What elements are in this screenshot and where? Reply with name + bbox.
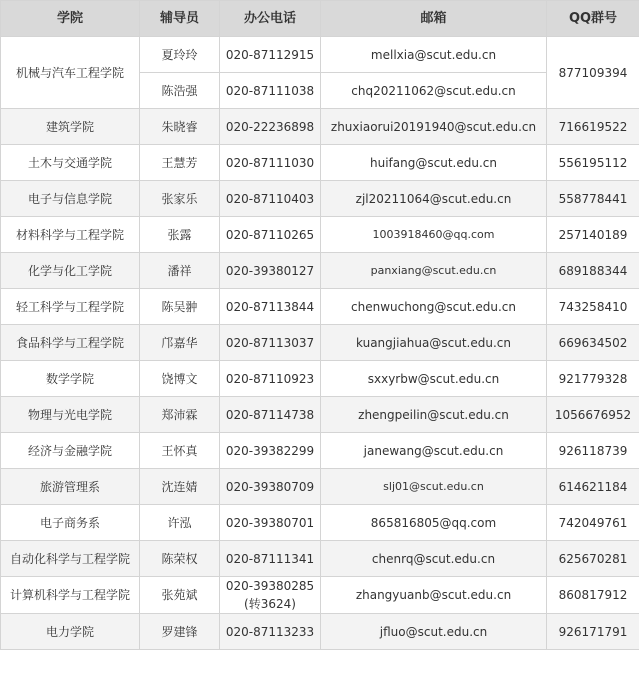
phone-cell: 020-87111341	[220, 541, 321, 577]
counselor-cell: 夏玲玲	[140, 37, 220, 73]
email-cell: zhengpeilin@scut.edu.cn	[321, 397, 547, 433]
counselor-cell: 朱晓睿	[140, 109, 220, 145]
college-cell: 旅游管理系	[1, 469, 140, 505]
email-cell: huifang@scut.edu.cn	[321, 145, 547, 181]
counselor-cell: 王怀真	[140, 433, 220, 469]
qq-group-cell: 743258410	[547, 289, 639, 325]
phone-cell: 020-87114738	[220, 397, 321, 433]
header-email: 邮箱	[321, 1, 547, 37]
college-cell: 经济与金融学院	[1, 433, 140, 469]
table-row	[1, 217, 639, 253]
phone-cell	[220, 577, 321, 614]
header-phone: 办公电话	[220, 1, 321, 37]
email-cell: 1003918460@qq.com	[321, 217, 547, 253]
email-cell: mellxia@scut.edu.cn	[321, 37, 547, 73]
email-cell: kuangjiahua@scut.edu.cn	[321, 325, 547, 361]
qq-group-cell: 257140189	[547, 217, 639, 253]
header-qq-group: QQ群号	[547, 1, 639, 37]
phone-cell: 020-39380709	[220, 469, 321, 505]
counselor-cell: 陈浩强	[140, 73, 220, 109]
qq-group-cell: 926171791	[547, 614, 639, 650]
qq-group-cell: 877109394	[547, 37, 639, 109]
college-cell: 土木与交通学院	[1, 145, 140, 181]
table-row	[1, 361, 639, 397]
email-cell: zhuxiaorui20191940@scut.edu.cn	[321, 109, 547, 145]
college-cell: 电子商务系	[1, 505, 140, 541]
phone-cell: 020-22236898	[220, 109, 321, 145]
college-cell: 材料科学与工程学院	[1, 217, 140, 253]
phone-extension: (转3624)	[244, 597, 296, 611]
header-counselor: 辅导员	[140, 1, 220, 37]
table-row	[1, 541, 639, 577]
table-row	[1, 469, 639, 505]
counselor-cell: 邝嘉华	[140, 325, 220, 361]
phone-cell: 020-87110403	[220, 181, 321, 217]
college-cell: 数学学院	[1, 361, 140, 397]
counselor-cell: 陈吴翀	[140, 289, 220, 325]
counselor-cell: 王慧芳	[140, 145, 220, 181]
qq-group-cell: 558778441	[547, 181, 639, 217]
phone-cell: 020-87113037	[220, 325, 321, 361]
qq-group-cell: 921779328	[547, 361, 639, 397]
table-row	[1, 614, 639, 650]
counselor-cell: 陈荣权	[140, 541, 220, 577]
phone-cell: 020-87112915	[220, 37, 321, 73]
email-cell: janewang@scut.edu.cn	[321, 433, 547, 469]
table-row	[1, 397, 639, 433]
table-row	[1, 37, 639, 73]
email-cell: chq20211062@scut.edu.cn	[321, 73, 547, 109]
counselor-cell: 张家乐	[140, 181, 220, 217]
counselor-cell: 许泓	[140, 505, 220, 541]
college-cell: 化学与化工学院	[1, 253, 140, 289]
phone-cell: 020-39382299	[220, 433, 321, 469]
qq-group-cell: 716619522	[547, 109, 639, 145]
counselor-cell: 张露	[140, 217, 220, 253]
email-cell: chenwuchong@scut.edu.cn	[321, 289, 547, 325]
college-cell: 物理与光电学院	[1, 397, 140, 433]
qq-group-cell: 689188344	[547, 253, 639, 289]
table-row	[1, 289, 639, 325]
email-cell: 865816805@qq.com	[321, 505, 547, 541]
table-row	[1, 145, 639, 181]
college-cell: 轻工科学与工程学院	[1, 289, 140, 325]
header-row	[1, 1, 639, 37]
header-college: 学院	[1, 1, 140, 37]
college-cell: 机械与汽车工程学院	[1, 37, 140, 109]
phone-cell: 020-87110265	[220, 217, 321, 253]
qq-group-cell: 742049761	[547, 505, 639, 541]
email-cell: slj01@scut.edu.cn	[321, 469, 547, 505]
table-row	[1, 433, 639, 469]
phone-cell: 020-39380127	[220, 253, 321, 289]
phone-number: 020-39380285	[225, 579, 315, 593]
counselor-cell: 张苑斌	[140, 577, 220, 614]
college-cell: 电力学院	[1, 614, 140, 650]
phone-cell: 020-87110923	[220, 361, 321, 397]
email-cell: jfluo@scut.edu.cn	[321, 614, 547, 650]
qq-group-cell: 926118739	[547, 433, 639, 469]
college-cell: 电子与信息学院	[1, 181, 140, 217]
qq-group-cell: 860817912	[547, 577, 639, 614]
qq-group-cell: 614621184	[547, 469, 639, 505]
phone-cell: 020-87111038	[220, 73, 321, 109]
college-cell: 自动化科学与工程学院	[1, 541, 140, 577]
qq-group-cell: 1056676952	[547, 397, 639, 433]
table-row	[1, 109, 639, 145]
phone-cell: 020-39380701	[220, 505, 321, 541]
email-cell: zjl20211064@scut.edu.cn	[321, 181, 547, 217]
table-row	[1, 325, 639, 361]
table-row	[1, 253, 639, 289]
email-cell: panxiang@scut.edu.cn	[321, 253, 547, 289]
table-row	[1, 181, 639, 217]
table-row	[1, 577, 639, 614]
counselor-cell: 罗建锋	[140, 614, 220, 650]
table-row	[1, 505, 639, 541]
phone-cell: 020-87113844	[220, 289, 321, 325]
phone-cell: 020-87113233	[220, 614, 321, 650]
email-cell: zhangyuanb@scut.edu.cn	[321, 577, 547, 614]
phone-cell: 020-87111030	[220, 145, 321, 181]
qq-group-cell: 556195112	[547, 145, 639, 181]
counselor-cell: 郑沛霖	[140, 397, 220, 433]
email-cell: sxxyrbw@scut.edu.cn	[321, 361, 547, 397]
email-cell: chenrq@scut.edu.cn	[321, 541, 547, 577]
qq-group-cell: 669634502	[547, 325, 639, 361]
college-cell: 食品科学与工程学院	[1, 325, 140, 361]
qq-group-cell: 625670281	[547, 541, 639, 577]
college-cell: 计算机科学与工程学院	[1, 577, 140, 614]
counselor-cell: 饶博文	[140, 361, 220, 397]
counselor-cell: 沈连婧	[140, 469, 220, 505]
college-cell: 建筑学院	[1, 109, 140, 145]
counselor-cell: 潘祥	[140, 253, 220, 289]
